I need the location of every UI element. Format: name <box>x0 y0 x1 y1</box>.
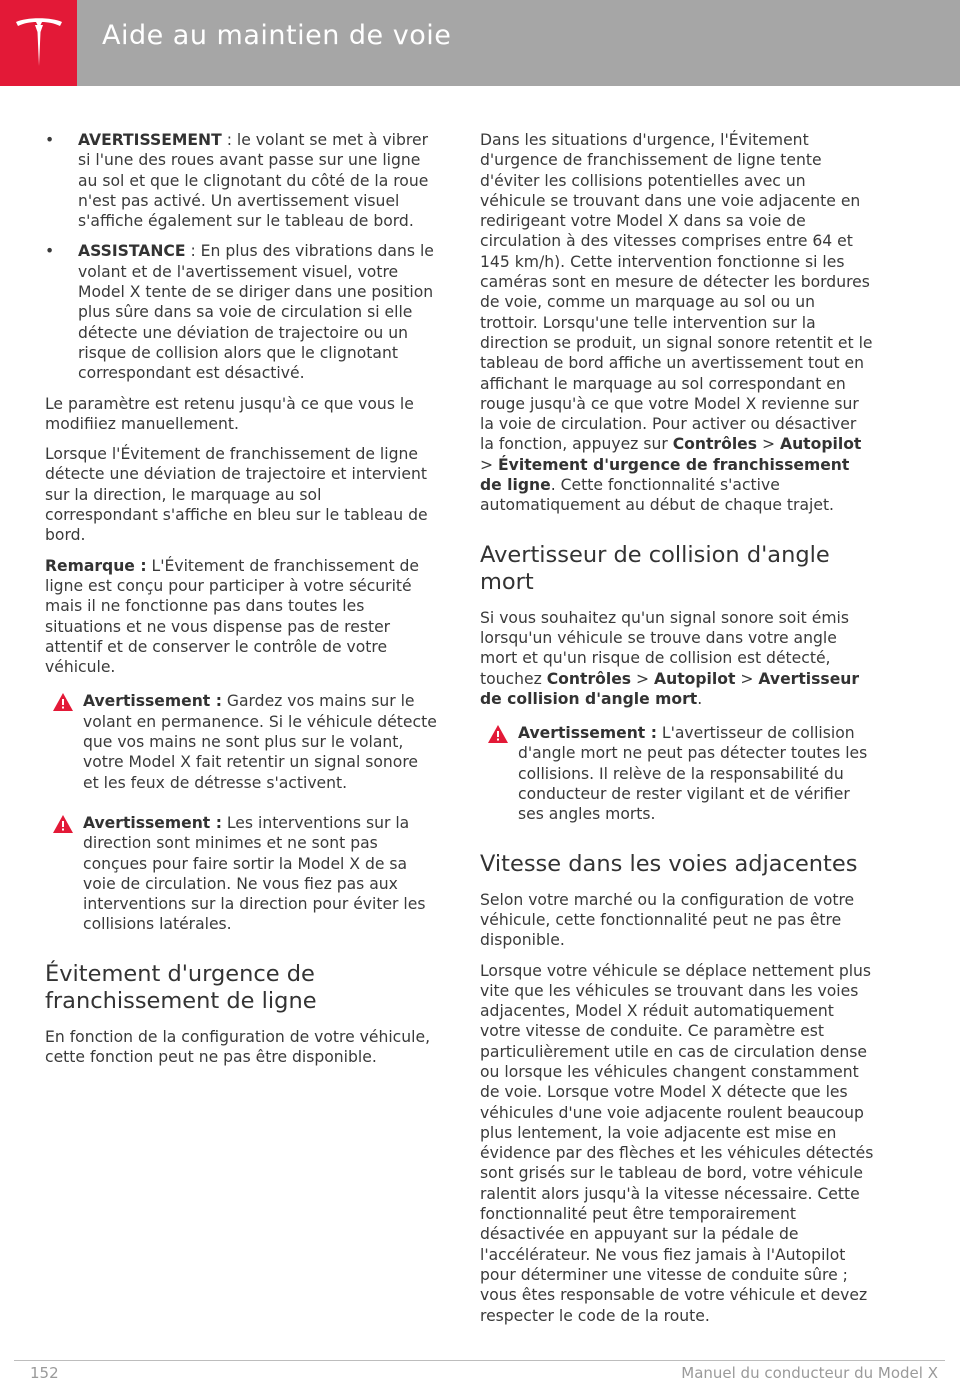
bullet-term: AVERTISSEMENT <box>78 131 222 149</box>
warning-block <box>480 723 875 824</box>
paragraph-text: . Cette fonctionnalité s'active automatiquement au début de chaque trajet. <box>480 476 835 515</box>
paragraph-text: Dans les situations d'urgence, l'Évitement d'urgence de franchissement de ligne tente d'éviter les collisions potentielles avec un véhicule se trouvant dans une voie adjacente en redirigeant votre Model X dans sa voie de circulation à des vitesses comprises entre 64 et 145 km/h). Cette intervention fonctionne si les caméras sont en mesure de détecter les bordures de voie, comme un marquage au sol ou un trottoir. Lorsqu'une telle intervention sur la direction se produit, un signal sonore retentit et le tableau de bord affiche un avertissement tout en affichant le marquage au sol correspondant en rouge jusqu'à ce que votre Model X revienne sur la voie de circulation. Pour activer ou désactiver la fonction, appuyez sur <box>480 131 873 454</box>
paragraph: Lorsque l'Évitement de franchissement de ligne détecte une déviation de trajectoire et intervient sur la direction, le marquage au sol correspondant s'affiche en bleu sur le tableau de bord. <box>45 445 428 545</box>
paragraph: Lorsque votre véhicule se déplace nettement plus vite que les véhicules se trouvant dans les voies adjacentes, Model X réduit automatiquement votre vitesse de conduite. Ce paramètre est particulièrement utile en cas de circulation dense ou lorsque les véhicules changent constamment de voie. Lorsque votre Model X détecte que les véhicules d'une voie adjacente roulent beaucoup plus lentement, la voie adjacente est mise en évidence par des flèches et les véhicules détectés sont grisés sur le tableau de bord, votre véhicule ralentit alors jusqu'à la vitesse nécessaire. Cette fonctionnalité peut être temporairement désactivée en appuyant sur la pédale de l'accélérateur. Ne vous fiez jamais à l'Autopilot pour déterminer une vitesse de conduite sûre ; vous êtes responsable de votre véhicule et devez respecter le code de la route. <box>480 961 874 1325</box>
warning-triangle-icon <box>53 693 73 711</box>
list-item <box>45 241 437 383</box>
menu-path-controls: Contrôles <box>546 669 632 688</box>
note-label: Remarque : <box>45 556 147 575</box>
section-heading: Avertisseur de collision d'angle mort <box>480 541 830 595</box>
footer-manual-title: Manuel du conducteur du Model X <box>681 1364 938 1382</box>
tesla-logo <box>0 0 77 86</box>
note <box>45 556 437 678</box>
path-separator: > <box>631 669 655 688</box>
path-separator: > <box>735 669 759 688</box>
right-column <box>480 130 875 1336</box>
menu-path-controls: Contrôles <box>672 435 758 454</box>
warning-text: L'avertisseur de collision d'angle mort ne peut pas détecter toutes les collisions. Il relève de la responsabilité du conducteur de rester vigilant et de vérifier ses angles morts. <box>518 724 868 824</box>
menu-path-setting: Avertisseur de collision d'angle mort <box>480 669 860 708</box>
left-column <box>45 130 437 1077</box>
page-header <box>0 0 960 86</box>
bullet-icon: • <box>45 131 55 149</box>
menu-path-autopilot: Autopilot <box>780 435 862 454</box>
paragraph: Selon votre marché ou la configuration de votre véhicule, cette fonctionnalité peut ne pas être disponible. <box>480 890 855 950</box>
warning-label: Avertissement : <box>518 724 657 743</box>
menu-path-setting: Évitement d'urgence de franchissement de ligne <box>480 455 850 495</box>
warning-label: Avertissement : <box>83 813 222 832</box>
path-separator: > <box>480 455 499 474</box>
bullet-term: ASSISTANCE <box>78 242 186 261</box>
section-heading: Vitesse dans les voies adjacentes <box>480 850 858 877</box>
paragraph-text: Si vous souhaitez qu'un signal sonore soit émis lorsqu'un véhicule se trouve dans votre angle mort et qu'un risque de collision est détecté, touchez <box>480 608 849 688</box>
bullet-icon: • <box>45 242 55 261</box>
warning-block <box>45 691 437 792</box>
bullet-text: : En plus des vibrations dans le volant et de l'avertissement visuel, votre Model X tente de se diriger dans une position plus sûre dans sa voie de circulation si elle détecte une déviation de trajectoire ou un risque de collision alors que le clignotant correspondant est désactivé. <box>78 242 434 383</box>
warning-triangle-icon <box>53 815 73 833</box>
paragraph <box>480 608 875 709</box>
paragraph: En fonction de la configuration de votre véhicule, cette fonction peut ne pas être disponible. <box>45 1027 431 1066</box>
page-title: Aide au maintien de voie <box>102 20 452 51</box>
section-heading: Évitement d'urgence de franchissement de ligne <box>45 960 317 1014</box>
paragraph <box>480 130 875 516</box>
warning-text: Gardez vos mains sur le volant en permanence. Si le véhicule détecte que vos mains ne sont plus sur le volant, votre Model X fait retentir un signal sonore et les feux de détresse s'activent. <box>83 692 437 792</box>
path-separator: > <box>757 435 781 454</box>
paragraph: Le paramètre est retenu jusqu'à ce que vous le modifiiez manuellement. <box>45 394 414 433</box>
list-item <box>45 130 437 231</box>
warning-text: Les interventions sur la direction sont minimes et ne sont pas conçues pour faire sortir la Model X de sa voie de circulation. Ne vous fiez pas aux interventions sur la direction pour éviter les collisions latérales. <box>83 813 426 934</box>
footer-divider <box>14 1360 945 1361</box>
warning-triangle-icon <box>488 725 508 743</box>
warning-block <box>45 813 437 935</box>
menu-path-autopilot: Autopilot <box>654 669 736 688</box>
tesla-logo-icon <box>14 16 64 70</box>
paragraph-text: . <box>697 689 703 708</box>
warning-label: Avertissement : <box>83 692 222 711</box>
page-number: 152 <box>30 1364 59 1382</box>
note-text: L'Évitement de franchissement de ligne est conçu pour participer à votre sécurité mais il ne fonctionne pas dans toutes les situations et ne vous dispense pas de rester attentif et de conserver le contrôle de votre véhicule. <box>45 556 420 677</box>
bullet-text: : le volant se met à vibrer si l'une des roues avant passe sur une ligne au sol et que le clignotant du côté de la roue n'est pas activé. Un avertissement visuel s'affiche également sur le tableau de bord. <box>78 131 429 231</box>
